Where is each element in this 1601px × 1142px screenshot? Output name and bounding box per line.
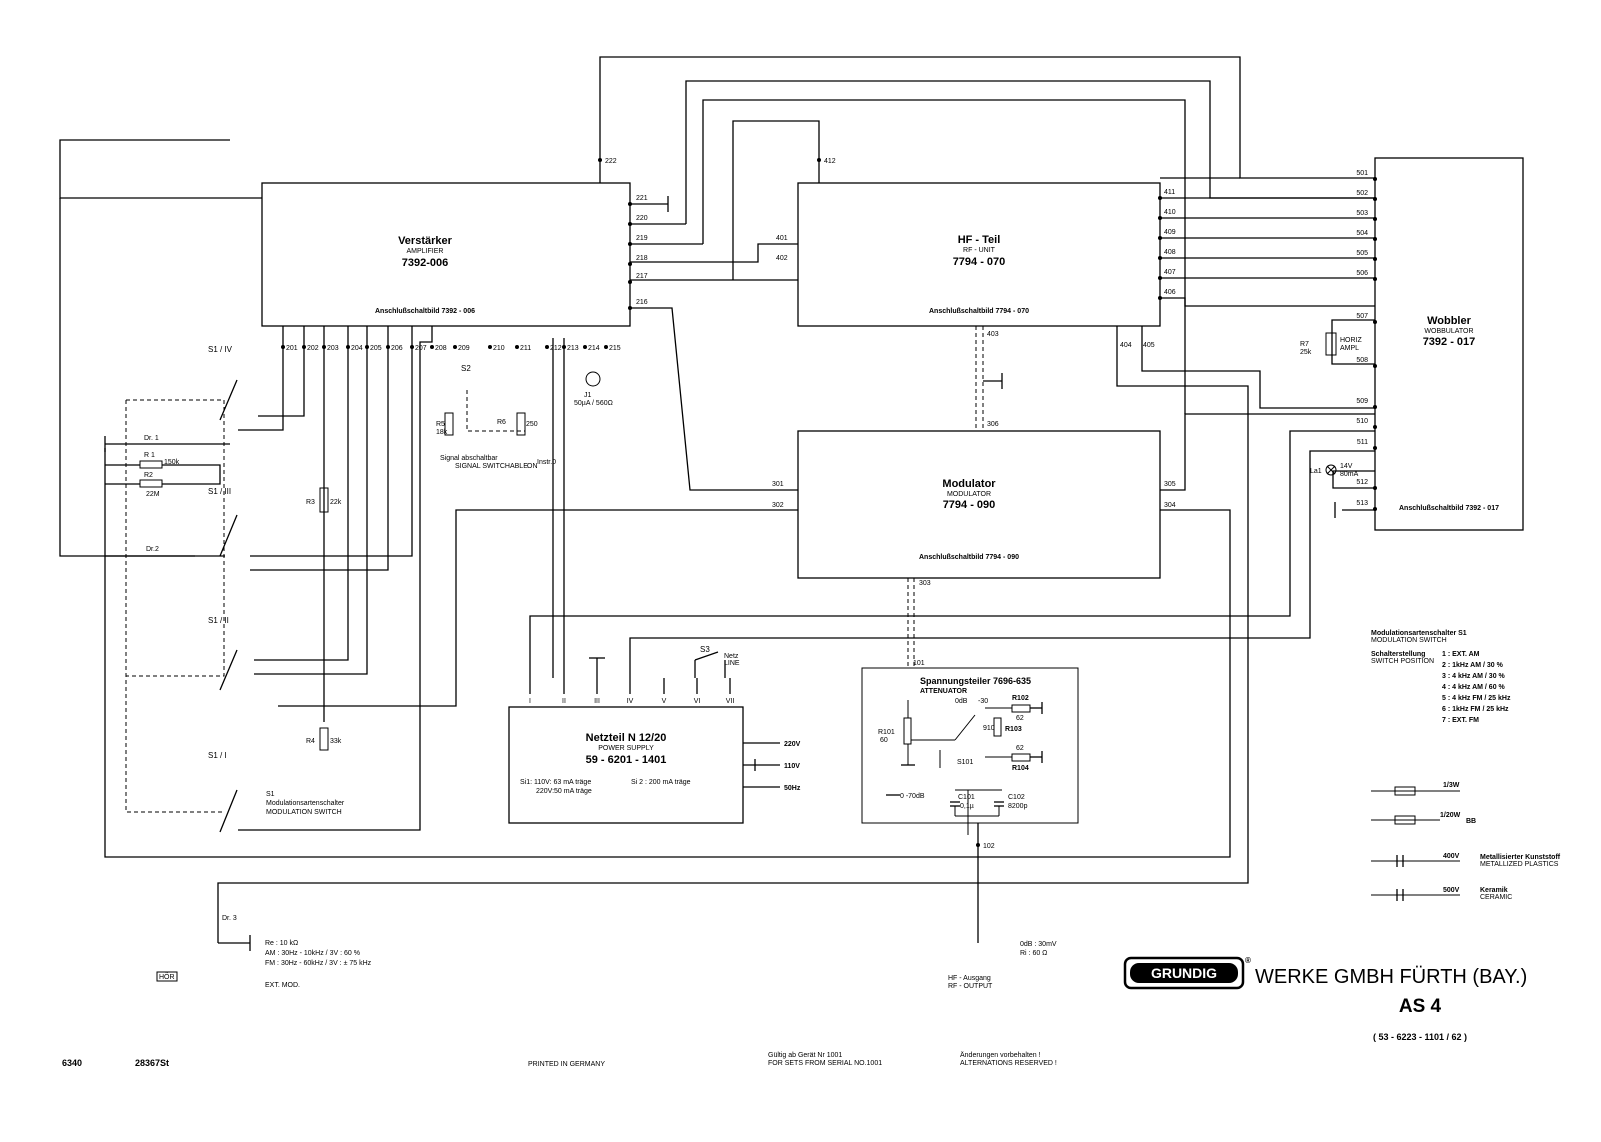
r3-value: 22k (330, 499, 342, 506)
terminal-210: 210 (493, 345, 505, 352)
sym-400-de: Metallisierter Kunststoff (1480, 854, 1561, 861)
signal-de: Signal abschaltbar (440, 455, 498, 462)
terminal-208: 208 (435, 345, 447, 352)
legend-position-1: 1 : EXT. AM (1442, 651, 1480, 658)
hf-footer: Anschlußschaltbild 7794 - 070 (929, 308, 1029, 315)
modulator-subtitle: MODULATOR (946, 491, 992, 498)
power-tap-1: I (529, 698, 531, 705)
terminal-502: 502 (1356, 190, 1368, 197)
wobbler-subtitle: WOBBULATOR (1424, 328, 1474, 335)
terminal-216: 216 (636, 299, 648, 306)
hf-out-ri: Ri : 60 Ω (1020, 950, 1048, 957)
power-tap-6: VI (693, 698, 701, 705)
hf-subtitle: RF - UNIT (963, 247, 995, 254)
s1i-label: S1 / I (208, 751, 227, 760)
terminal-206: 206 (391, 345, 403, 352)
terminal-dot (583, 345, 587, 349)
terminal-214: 214 (588, 345, 600, 352)
ext-mod: EXT. MOD. (265, 982, 301, 989)
sym-500-en: CERAMIC (1480, 894, 1513, 901)
c101-label: C101 (958, 794, 975, 801)
attenuator-title: Spannungsteiler 7696-635 (920, 676, 1032, 686)
legend-position-5: 5 : 4 kHz FM / 25 kHz (1442, 695, 1511, 702)
r104-label: R104 (1012, 765, 1029, 772)
component-labels (144, 337, 1363, 990)
r101-value: 60 (880, 737, 888, 744)
r101-label: R101 (878, 729, 895, 736)
terminal-403: 403 (987, 331, 999, 338)
dr2-label: Dr.2 (146, 546, 159, 553)
r104-value: 62 (1016, 745, 1024, 752)
terminal-305: 305 (1164, 481, 1176, 488)
brand-reg: ® (1245, 956, 1251, 965)
power-110v: 110V (784, 763, 800, 770)
signal-instr: Instr.0 (537, 459, 557, 466)
sym-500v: 500V (1443, 887, 1460, 894)
dr3-label: Dr. 3 (222, 915, 237, 922)
power-tap-4: IV (626, 698, 634, 705)
power-tap-7: VII (725, 698, 735, 705)
terminal-304: 304 (1164, 502, 1176, 509)
legend-position-4: 4 : 4 kHz AM / 60 % (1442, 684, 1505, 691)
ext-re: Re : 10 kΩ (265, 940, 299, 947)
r6-value: 250 (526, 421, 538, 428)
terminal-217: 217 (636, 273, 648, 280)
power-si2: Si 2 : 200 mA träge (631, 779, 691, 786)
footer (62, 1051, 1057, 1068)
hf-out-db: 0dB : 30mV (1020, 941, 1057, 948)
terminal-dot (545, 345, 549, 349)
terminal-509: 509 (1356, 398, 1368, 405)
wiring (60, 57, 1375, 951)
sym-400v: 400V (1443, 853, 1460, 860)
terminal-218: 218 (636, 255, 648, 262)
footer-valid-en: FOR SETS FROM SERIAL NO.1001 (768, 1060, 883, 1067)
la1-current: 80mA (1340, 471, 1359, 478)
power-220v: 220V (784, 741, 801, 748)
s1iv-label: S1 / IV (208, 345, 233, 354)
r102-value: 62 (1016, 715, 1024, 722)
amplifier-subtitle: AMPLIFIER (406, 248, 444, 255)
r102-label: R102 (1012, 695, 1029, 702)
modulator-title: Modulator (942, 478, 996, 490)
r2-value: 22M (146, 491, 160, 498)
terminal-409: 409 (1164, 229, 1176, 236)
terminal-212: 212 (550, 345, 562, 352)
s2-label: S2 (461, 364, 471, 373)
r3-label: R3 (306, 499, 315, 506)
la1-label: La1 (1310, 468, 1322, 475)
terminal-203: 203 (327, 345, 339, 352)
terminal-510: 510 (1356, 418, 1368, 425)
title-block (1125, 956, 1527, 1042)
r7-ampl: AMPL (1340, 345, 1360, 352)
power-si1: Si1: 110V: 63 mA träge (520, 779, 592, 786)
terminal-222: 222 (605, 158, 617, 165)
j1-value: 50µA / 560Ω (574, 400, 613, 407)
r4-label: R4 (306, 738, 315, 745)
power-si1b: 220V:50 mA träge (536, 788, 592, 795)
terminal-201: 201 (286, 345, 298, 352)
terminal-dot (453, 345, 457, 349)
legend-pos-de: Schalterstellung (1371, 651, 1426, 658)
att-30db: -30 (978, 698, 989, 705)
hf-out-de: HF - Ausgang (948, 975, 991, 982)
company-name: WERKE GMBH FÜRTH (BAY.) (1255, 966, 1528, 988)
power-tap-5: V (661, 698, 667, 705)
s1iii-label: S1 / III (208, 487, 232, 496)
brand-text: GRUNDIG (1150, 965, 1218, 981)
modulator-block (798, 431, 1160, 578)
wobbler-code: 7392 - 017 (1422, 336, 1476, 348)
attenuator-subtitle: ATTENUATOR (920, 688, 968, 695)
footer-num2: 28367St (135, 1058, 170, 1068)
terminal-221: 221 (636, 195, 648, 202)
terminal-410: 410 (1164, 209, 1176, 216)
switch-legend (1371, 630, 1511, 724)
c102-value: 8200p (1008, 803, 1028, 810)
footer-valid-de: Gültig ab Gerät Nr 1001 (768, 1052, 843, 1059)
terminal-404: 404 (1120, 342, 1132, 349)
signal-on: ON (527, 463, 538, 470)
terminal-505: 505 (1356, 250, 1368, 257)
modulator-footer: Anschlußschaltbild 7794 - 090 (919, 554, 1019, 561)
terminal-dot (1373, 425, 1377, 429)
terminal-405: 405 (1143, 342, 1155, 349)
sym-400-en: METALLIZED PLASTICS (1480, 861, 1559, 868)
line-label: LINE (724, 660, 740, 667)
legend-position-3: 3 : 4 kHz AM / 30 % (1442, 673, 1505, 680)
amplifier-footer: Anschlußschaltbild 7392 - 006 (375, 308, 475, 315)
r7-label: R7 (1300, 341, 1309, 348)
terminal-211: 211 (520, 345, 532, 352)
footer-change-en: ALTERNATIONS RESERVED ! (960, 1060, 1057, 1067)
power-tap-2: II (562, 698, 566, 705)
dr1-label: Dr. 1 (144, 435, 159, 442)
r2-label: R2 (144, 472, 153, 479)
r5-value: 18k (436, 429, 448, 436)
terminal-dot (1373, 446, 1377, 450)
terminal-412: 412 (824, 158, 836, 165)
terminal-511: 511 (1356, 439, 1368, 446)
r7-value: 25k (1300, 349, 1312, 356)
terminal-102: 102 (983, 843, 995, 850)
s3-label: S3 (700, 645, 710, 654)
terminal-506: 506 (1356, 270, 1368, 277)
terminal-101: 101 (913, 660, 925, 667)
r1-value: 150k (164, 459, 180, 466)
wobbler-title: Wobbler (1427, 315, 1471, 327)
power-title: Netzteil N 12/20 (585, 732, 667, 744)
s1-label: S1 (266, 791, 275, 798)
amplifier-title: Verstärker (398, 235, 452, 247)
legend-switch-title-en: MODULATION SWITCH (1371, 637, 1447, 644)
terminal-dot (604, 345, 608, 349)
legend-position-7: 7 : EXT. FM (1442, 717, 1479, 724)
amplifier-code: 7392-006 (401, 257, 449, 269)
terminal-213: 213 (567, 345, 579, 352)
hf-block (798, 183, 1160, 326)
terminal-215: 215 (609, 345, 621, 352)
r5-label: R5 (436, 421, 445, 428)
terminal-205: 205 (370, 345, 382, 352)
c101-value: 0,1µ (960, 803, 974, 810)
terminal-303: 303 (919, 580, 931, 587)
modulator-code: 7794 - 090 (942, 499, 996, 511)
r6-label: R6 (497, 419, 506, 426)
footer-printed: PRINTED IN GERMANY (528, 1061, 606, 1068)
terminal-503: 503 (1356, 210, 1368, 217)
legend-switch-title: Modulationsartenschalter S1 (1371, 630, 1467, 637)
wobbler-footer: Anschlußschaltbild 7392 - 017 (1399, 505, 1499, 512)
signal-en: SIGNAL SWITCHABLE (455, 463, 528, 470)
symbol-legend (1371, 782, 1561, 901)
terminal-507: 507 (1356, 313, 1368, 320)
terminal-dot (488, 345, 492, 349)
model-name: AS 4 (1398, 996, 1442, 1017)
terminal-408: 408 (1164, 249, 1176, 256)
terminal-508: 508 (1356, 357, 1368, 364)
j1-label: J1 (584, 392, 592, 399)
terminal-411: 411 (1164, 189, 1176, 196)
hf-title: HF - Teil (957, 234, 1001, 246)
r1-label: R 1 (144, 452, 155, 459)
terminal-402: 402 (776, 255, 788, 262)
legend-position-6: 6 : 1kHz FM / 25 kHz (1442, 706, 1509, 713)
r103-value: 910 (983, 725, 995, 732)
r103-label: R103 (1005, 726, 1022, 733)
terminal-513: 513 (1356, 500, 1368, 507)
terminal-504: 504 (1356, 230, 1368, 237)
power-tap-3: III (594, 698, 600, 705)
wobbler-block (1375, 158, 1523, 530)
terminal-dot (515, 345, 519, 349)
la1-volt: 14V (1340, 463, 1353, 470)
hf-out-en: RF - OUTPUT (948, 983, 993, 990)
terminal-202: 202 (307, 345, 319, 352)
sym-120w: 1/20W (1440, 812, 1461, 819)
sym-bb: BB (1466, 818, 1477, 825)
r4-value: 33k (330, 738, 342, 745)
ext-fm: FM : 30Hz - 60kHz / 3V : ± 75 kHz (265, 960, 372, 967)
sym-500-de: Keramik (1480, 887, 1508, 894)
hf-code: 7794 - 070 (952, 256, 1006, 268)
footer-num1: 6340 (62, 1058, 83, 1068)
terminal-220: 220 (636, 215, 648, 222)
att-0db: 0dB (955, 698, 968, 705)
att-70db: 0 -70dB (900, 793, 925, 800)
terminal-407: 407 (1164, 269, 1176, 276)
legend-pos-en: SWITCH POSITION (1371, 658, 1434, 665)
terminal-301: 301 (772, 481, 784, 488)
footer-change-de: Änderungen vorbehalten ! (960, 1052, 1041, 1059)
terminal-306: 306 (987, 421, 999, 428)
terminal-401: 401 (776, 235, 788, 242)
terminal-302: 302 (772, 502, 784, 509)
power-50hz: 50Hz (784, 785, 801, 792)
terminal-406: 406 (1164, 289, 1176, 296)
legend-position-2: 2 : 1kHz AM / 30 % (1442, 662, 1503, 669)
power-supply-block (509, 678, 801, 823)
s1-de: Modulationsartenschalter (266, 800, 345, 807)
part-number: ( 53 - 6223 - 1101 / 62 ) (1372, 1032, 1468, 1042)
terminal-204: 204 (351, 345, 363, 352)
r7-horiz: HORIZ (1340, 337, 1362, 344)
amplifier-block (262, 183, 630, 326)
attenuator-block (862, 668, 1078, 835)
ext-am: AM : 30Hz - 10kHz / 3V : 60 % (265, 950, 360, 957)
s1-en: MODULATION SWITCH (266, 809, 342, 816)
terminal-dot (430, 345, 434, 349)
s101-label: S101 (957, 759, 974, 766)
hor-label: HÖR (159, 974, 175, 981)
s1ii-label: S1 / II (208, 616, 229, 625)
power-code: 59 - 6201 - 1401 (585, 754, 667, 766)
terminal-501: 501 (1356, 170, 1368, 177)
netz-label: Netz (724, 653, 739, 660)
power-subtitle: POWER SUPPLY (598, 745, 654, 752)
sym-13w: 1/3W (1443, 782, 1460, 789)
c102-label: C102 (1008, 794, 1025, 801)
terminal-512: 512 (1356, 479, 1368, 486)
terminal-209: 209 (458, 345, 470, 352)
terminal-207: 207 (415, 345, 427, 352)
terminal-219: 219 (636, 235, 648, 242)
